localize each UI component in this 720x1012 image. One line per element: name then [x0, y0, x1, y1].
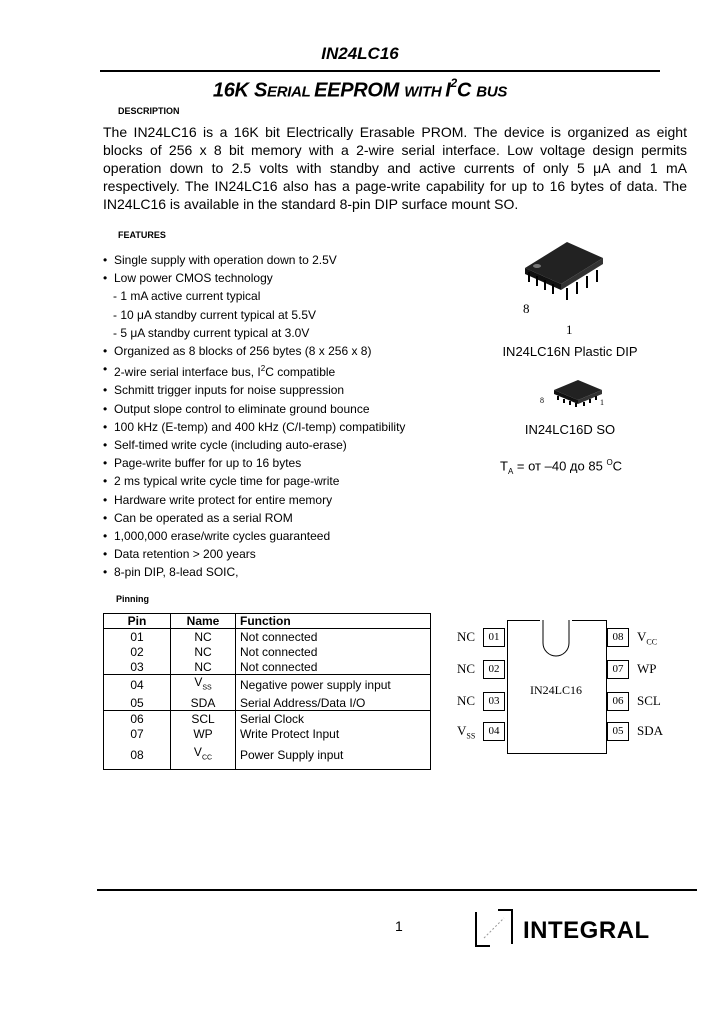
feature-item: • Data retention > 200 years [103, 545, 433, 563]
feature-item: - 1 mA active current typical [113, 289, 261, 304]
dip-pin8-label: 8 [523, 301, 530, 316]
pin-label-nc-3: NC [457, 693, 476, 708]
pin-box-04: 04 [483, 722, 505, 741]
table-row [104, 659, 431, 675]
name-cell: SCL [171, 711, 236, 727]
function-cell: Serial Clock [236, 711, 431, 727]
pin-cell: 01 [104, 629, 171, 645]
pin-cell: 08 [104, 741, 171, 770]
feature-item: • 100 kHz (E-temp) and 400 kHz (C/I-temp) compatibility [103, 418, 433, 436]
doc-title: 16K SERIAL EEPROM WITH $I^2C$ BUS [212, 76, 508, 102]
pin-box-07: 07 [607, 660, 629, 679]
page-number: 1 [395, 918, 403, 934]
feature-item: • Schmitt trigger inputs for noise suppression [103, 381, 433, 399]
table-row [104, 675, 431, 696]
pin-label-nc-1: NC [457, 629, 476, 644]
name-header: Name [171, 614, 236, 629]
feature-item: • 2-wire serial interface bus, $I^2C$ compatible [103, 360, 433, 381]
name-cell: $V_{CC}$ [171, 741, 236, 770]
feature-item: • 1,000,000 erase/write cycles guaranteed [103, 527, 433, 545]
pin-box-01: 01 [483, 628, 505, 647]
pin-cell: 02 [104, 644, 171, 659]
pin-box-05: 05 [607, 722, 629, 741]
name-cell: WP [171, 726, 236, 741]
table-row [104, 711, 431, 727]
chip-notch [540, 619, 572, 659]
footer-rule [97, 889, 697, 891]
dip-caption: IN24LC16N Plastic DIP [502, 344, 638, 359]
so-pin8-label: 8 [540, 396, 544, 405]
feature-item: • Output slope control to eliminate ground bounce [103, 400, 433, 418]
features-heading: FEATURES [118, 230, 166, 240]
feature-item: • Hardware write protect for entire memory [103, 491, 433, 509]
pin-label-wp: WP [637, 661, 657, 676]
so-pin1-label: 1 [600, 398, 604, 407]
name-cell: $V_{SS}$ [171, 675, 236, 696]
feature-item: • Self-timed write cycle (including auto-erase) [103, 436, 433, 454]
pin-label-vss: $V_{SS}$ [457, 723, 476, 741]
pin-label-sda: SDA [637, 723, 664, 738]
feature-item: • Page-write buffer for up to 16 bytes [103, 454, 433, 472]
dip-package-image [515, 228, 615, 308]
feature-item: • Organized as 8 blocks of 256 bytes (8 x 256 x 8) [103, 342, 433, 360]
brand-name: INTEGRAL [523, 917, 650, 944]
pin-label-scl: SCL [637, 693, 661, 708]
feature-item: • Can be operated as a serial ROM [103, 509, 433, 527]
function-cell: Not connected [236, 659, 431, 675]
pin-box-02: 02 [483, 660, 505, 679]
feature-item: - 5 μA standby current typical at 3.0V [113, 325, 310, 340]
pin-cell: 06 [104, 711, 171, 727]
feature-item: • Single supply with operation down to 2.5V [103, 251, 433, 269]
table-row [104, 695, 431, 711]
table-row [104, 629, 431, 645]
pinning-table [103, 613, 431, 770]
pin-box-08: 08 [607, 628, 629, 647]
function-cell: Power Supply input [236, 741, 431, 770]
chip-label: IN24LC16 [530, 683, 582, 697]
table-row [104, 741, 431, 770]
function-cell: Write Protect Input [236, 726, 431, 741]
pin-cell: 05 [104, 695, 171, 711]
feature-item: • 8-pin DIP, 8-lead SOIC, [103, 563, 433, 581]
pinning-heading: Pinning [116, 594, 149, 604]
features-list [103, 251, 433, 582]
pin-cell: 04 [104, 675, 171, 696]
so-package-image [548, 374, 608, 412]
function-cell: Negative power supply input [236, 675, 431, 696]
feature-item: - 10 μA standby current typical at 5.5V [113, 307, 317, 322]
pin-cell: 07 [104, 726, 171, 741]
dip-pin1-label: 1 [566, 322, 573, 337]
function-cell: Not connected [236, 644, 431, 659]
temperature-range: $T_A$ = от –40 до 85 $^O$C [500, 458, 623, 476]
name-cell: NC [171, 659, 236, 675]
function-cell: Not connected [236, 629, 431, 645]
integral-logo-icon [474, 908, 514, 948]
function-header: Function [236, 614, 431, 629]
pin-box-03: 03 [483, 692, 505, 711]
feature-item: • 2 ms typical write cycle time for page-write [103, 472, 433, 490]
description-text: The IN24LC16 is a 16K bit Electrically Erasable PROM. The device is organized as eight blocks of 256 x 8 bit memory with a 2-wire serial interface. Low voltage design permits operation down to 2.5 volts with standby and active currents of only 5 μA and 1 mA respectively. The IN24LC16 also has a page-write capability for up to 16 bytes of data. The IN24LC16 is available in the standard 8-pin DIP surface mount SO. [103, 124, 687, 212]
pin-header: Pin [104, 614, 171, 629]
header-rule [100, 70, 660, 72]
pin-label-nc-2: NC [457, 661, 476, 676]
pin-cell: 03 [104, 659, 171, 675]
name-cell: NC [171, 644, 236, 659]
description-heading: DESCRIPTION [118, 106, 180, 116]
name-cell: SDA [171, 695, 236, 711]
part-number: IN24LC16 [321, 44, 399, 63]
table-row [104, 726, 431, 741]
function-cell: Serial Address/Data I/O [236, 695, 431, 711]
name-cell: NC [171, 629, 236, 645]
feature-item: • Low power CMOS technology [103, 269, 433, 287]
pin-label-vcc: $V_{CC}$ [637, 629, 658, 647]
pin-box-06: 06 [607, 692, 629, 711]
table-row [104, 644, 431, 659]
so-caption: IN24LC16D SO [524, 422, 616, 437]
